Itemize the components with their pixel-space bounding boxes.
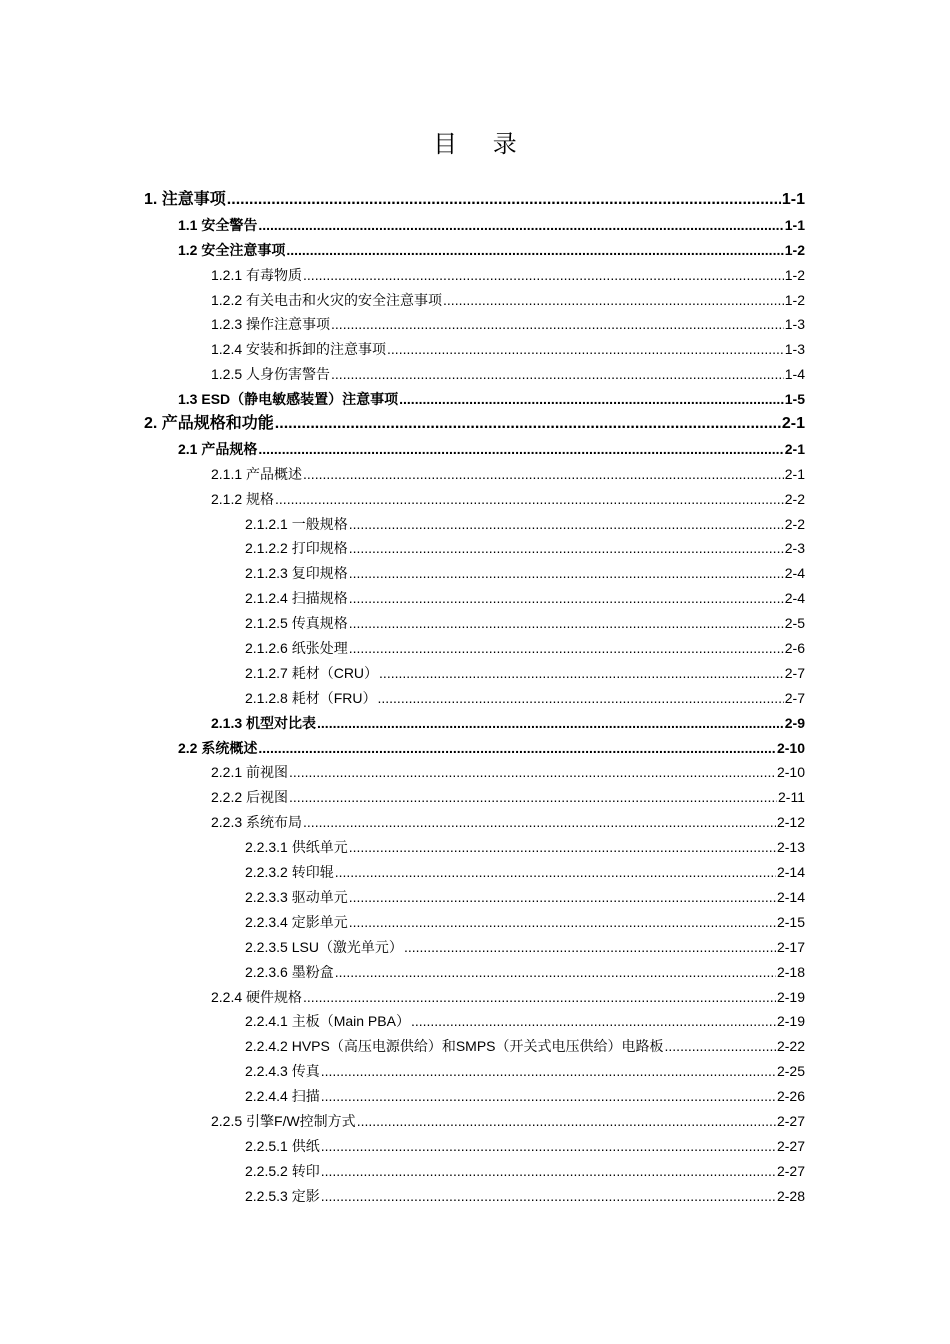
toc-entry-label: 1.3 ESD（静电敏感装置）注意事项 (178, 391, 399, 408)
toc-entry-label: 2.2.4.1 主板（Main PBA） (245, 1013, 410, 1030)
toc-entry[interactable] (0, 661, 950, 686)
toc-entry-label: 2.2.3.6 墨粉盒 (245, 963, 334, 980)
toc-entry-label: 2.2.3.4 定影单元 (245, 913, 348, 930)
toc-entry[interactable] (0, 885, 950, 910)
dot-leader (289, 785, 777, 810)
toc-entry-label: 2.1.2.5 传真规格 (245, 615, 348, 632)
toc-entry[interactable] (0, 711, 950, 736)
dot-leader (303, 810, 776, 835)
toc-entry-page-number: 2-22 (776, 1038, 805, 1055)
dot-leader (387, 337, 784, 362)
toc-entry-label: 2.1.3 机型对比表 (211, 714, 317, 731)
dot-leader (289, 760, 776, 785)
toc-entry-page-number: 2-1 (784, 465, 805, 482)
toc-entry-label: 2.1.1 产品概述 (211, 465, 303, 482)
toc-entry-label: 2.1.2.1 一般规格 (245, 515, 348, 532)
dot-leader (258, 213, 783, 238)
toc-entry-label: 1. 注意事项 (144, 191, 226, 208)
dot-leader (349, 885, 776, 910)
toc-entry[interactable] (0, 462, 950, 487)
toc-entry-label: 2.2.5.2 转印 (245, 1162, 320, 1179)
toc-entry[interactable] (0, 1109, 950, 1134)
toc-entry-page-number: 2-12 (776, 814, 805, 831)
dot-leader (275, 487, 784, 512)
dot-leader (349, 611, 784, 636)
toc-entry[interactable] (0, 1134, 950, 1159)
toc-entry[interactable] (0, 985, 950, 1010)
dot-leader (303, 985, 776, 1010)
toc-entry-label: 1.2.2 有关电击和火灾的安全注意事项 (211, 291, 443, 308)
toc-entry[interactable] (0, 487, 950, 512)
dot-leader (335, 960, 776, 985)
toc-entry-label: 2.1.2.2 打印规格 (245, 540, 348, 557)
dot-leader (411, 1009, 776, 1034)
dot-leader (331, 312, 784, 337)
dot-leader (357, 1109, 776, 1134)
toc-entry-label: 2.2.4.4 扫描 (245, 1088, 320, 1105)
dot-leader (349, 586, 784, 611)
toc-entry-page-number: 2-2 (784, 490, 805, 507)
toc-entry-page-number: 2-27 (776, 1162, 805, 1179)
toc-entry-page-number: 1-3 (784, 316, 805, 333)
dot-leader (349, 910, 776, 935)
toc-entry-page-number: 2-15 (776, 913, 805, 930)
toc-entry-page-number: 2-6 (784, 640, 805, 657)
toc-entry-label: 2.2.4.2 HVPS（高压电源供给）和SMPS（开关式电压供给）电路板 (245, 1038, 664, 1055)
toc-entry-label: 2.1.2.8 耗材（FRU） (245, 689, 377, 706)
toc-entry-page-number: 2-7 (784, 664, 805, 681)
toc-entry-page-number: 2-1 (781, 415, 805, 433)
toc-entry[interactable] (0, 686, 950, 711)
toc-entry-page-number: 2-4 (784, 565, 805, 582)
toc-entry-page-number: 2-2 (784, 515, 805, 532)
dot-leader (399, 387, 784, 412)
toc-entry-page-number: 1-4 (784, 366, 805, 383)
dot-leader (335, 860, 776, 885)
toc-entry-label: 2.1.2.3 复印规格 (245, 565, 348, 582)
toc-entry[interactable] (0, 412, 950, 437)
toc-entry-page-number: 2-3 (784, 540, 805, 557)
toc-entry-page-number: 2-13 (776, 839, 805, 856)
toc-entry-page-number: 2-14 (776, 888, 805, 905)
dot-leader (321, 1059, 776, 1084)
toc-entry[interactable] (0, 736, 950, 761)
toc-entry-page-number: 1-2 (784, 241, 805, 258)
toc-entry-label: 2.2.4 硬件规格 (211, 988, 303, 1005)
toc-entry-page-number: 2-1 (784, 440, 805, 457)
toc-entry[interactable] (0, 561, 950, 586)
toc-entry-page-number: 1-1 (781, 191, 805, 208)
toc-entry[interactable] (0, 288, 950, 313)
dot-leader (227, 188, 781, 213)
dot-leader (665, 1034, 776, 1059)
toc-entry-page-number: 1-1 (784, 216, 805, 233)
dot-leader (303, 263, 784, 288)
toc-entry[interactable] (0, 1034, 950, 1059)
toc-entry-page-number: 2-14 (776, 864, 805, 881)
toc-entry-page-number: 2-9 (784, 714, 805, 731)
toc-entry-label: 2.1.2.6 纸张处理 (245, 640, 348, 657)
toc-entry[interactable] (0, 835, 950, 860)
toc-entry-label: 2.2.3.1 供纸单元 (245, 839, 348, 856)
dot-leader (331, 362, 784, 387)
toc-entry[interactable] (0, 960, 950, 985)
toc-entry[interactable] (0, 586, 950, 611)
toc-entry[interactable] (0, 636, 950, 661)
toc-entry-label: 2.2.5.1 供纸 (245, 1137, 320, 1154)
toc-entry[interactable] (0, 860, 950, 885)
toc-entry-label: 2.2.3.2 转印辊 (245, 864, 334, 881)
dot-leader (275, 412, 781, 437)
dot-leader (377, 686, 783, 711)
toc-entry-page-number: 1-3 (784, 341, 805, 358)
toc-entry[interactable] (0, 935, 950, 960)
toc-entry-label: 2.2.1 前视图 (211, 764, 289, 781)
toc-entry-page-number: 2-19 (776, 1013, 805, 1030)
toc-entry-page-number: 2-5 (784, 615, 805, 632)
dot-leader (321, 1134, 776, 1159)
dot-leader (303, 462, 784, 487)
toc-entry-label: 2.1.2.4 扫描规格 (245, 590, 348, 607)
dot-leader (258, 437, 783, 462)
toc-entry[interactable] (0, 1084, 950, 1109)
toc-entry-label: 2.2.5.3 定影 (245, 1187, 320, 1204)
toc-entry-label: 1.1 安全警告 (178, 216, 258, 233)
toc-entry[interactable] (0, 785, 950, 810)
toc-entry-page-number: 2-4 (784, 590, 805, 607)
toc-entry-page-number: 2-17 (776, 938, 805, 955)
dot-leader (349, 512, 784, 537)
table-of-contents (0, 188, 950, 1209)
dot-leader (349, 636, 784, 661)
toc-entry[interactable] (0, 512, 950, 537)
toc-entry-label: 2.2.3.5 LSU（激光单元） (245, 938, 403, 955)
dot-leader (321, 1084, 776, 1109)
dot-leader (317, 711, 784, 736)
toc-entry-page-number: 2-28 (776, 1187, 805, 1204)
toc-entry-label: 1.2.1 有毒物质 (211, 266, 303, 283)
toc-entry-page-number: 2-7 (784, 689, 805, 706)
toc-entry-label: 1.2.4 安装和拆卸的注意事项 (211, 341, 387, 358)
toc-entry-page-number: 2-18 (776, 963, 805, 980)
dot-leader (286, 238, 783, 263)
toc-entry-page-number: 2-10 (776, 739, 805, 756)
toc-entry-label: 2.1 产品规格 (178, 440, 258, 457)
toc-entry-label: 2.2.5 引擎F/W控制方式 (211, 1112, 356, 1129)
toc-entry[interactable] (0, 611, 950, 636)
toc-entry[interactable] (0, 213, 950, 238)
toc-entry-label: 2.2.3 系统布局 (211, 814, 303, 831)
dot-leader (404, 935, 776, 960)
toc-entry-label: 1.2.3 操作注意事项 (211, 316, 331, 333)
toc-entry[interactable] (0, 810, 950, 835)
toc-entry-label: 2.1.2.7 耗材（CRU） (245, 664, 379, 681)
dot-leader (349, 536, 784, 561)
toc-entry[interactable] (0, 337, 950, 362)
toc-entry[interactable] (0, 1184, 950, 1209)
toc-entry[interactable] (0, 238, 950, 263)
toc-entry-label: 2.2.4.3 传真 (245, 1063, 320, 1080)
toc-entry-page-number: 1-2 (784, 266, 805, 283)
toc-entry-page-number: 2-27 (776, 1137, 805, 1154)
toc-entry[interactable] (0, 312, 950, 337)
toc-entry-page-number: 1-2 (784, 291, 805, 308)
toc-entry-page-number: 2-11 (778, 789, 805, 806)
toc-entry[interactable] (0, 1059, 950, 1084)
toc-entry-label: 2.2.3.3 驱动单元 (245, 888, 348, 905)
page-title: 目 录 (433, 130, 531, 158)
toc-entry[interactable] (0, 910, 950, 935)
toc-entry-label: 2.2.2 后视图 (211, 789, 289, 806)
toc-entry[interactable] (0, 362, 950, 387)
toc-entry[interactable] (0, 760, 950, 785)
toc-entry-page-number: 2-10 (776, 764, 805, 781)
dot-leader (349, 835, 776, 860)
dot-leader (321, 1184, 776, 1209)
toc-entry-page-number: 2-19 (776, 988, 805, 1005)
toc-entry[interactable] (0, 437, 950, 462)
toc-entry-label: 1.2 安全注意事项 (178, 241, 286, 258)
toc-entry-label: 1.2.5 人身伤害警告 (211, 366, 331, 383)
toc-entry[interactable] (0, 263, 950, 288)
toc-entry[interactable] (0, 188, 950, 213)
toc-entry[interactable] (0, 536, 950, 561)
toc-entry-label: 2.1.2 规格 (211, 490, 275, 507)
toc-entry-page-number: 2-25 (776, 1063, 805, 1080)
toc-entry[interactable] (0, 387, 950, 412)
toc-entry[interactable] (0, 1159, 950, 1184)
toc-entry-label: 2. 产品规格和功能 (144, 415, 274, 433)
dot-leader (379, 661, 784, 686)
dot-leader (321, 1159, 776, 1184)
toc-entry[interactable] (0, 1009, 950, 1034)
dot-leader (258, 736, 776, 761)
toc-entry-page-number: 1-5 (784, 391, 805, 408)
toc-entry-page-number: 2-26 (776, 1088, 805, 1105)
toc-entry-label: 2.2 系统概述 (178, 739, 258, 756)
dot-leader (443, 288, 784, 313)
dot-leader (349, 561, 784, 586)
toc-entry-page-number: 2-27 (776, 1112, 805, 1129)
